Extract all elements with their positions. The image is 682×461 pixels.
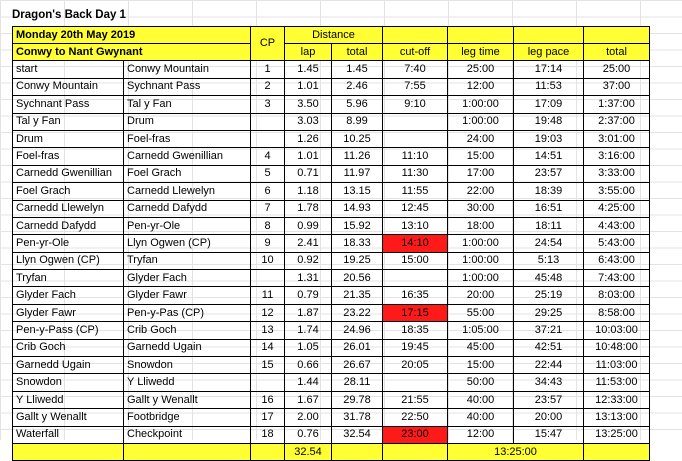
table-row xyxy=(13,183,650,200)
leg-time-cell[interactable]: 20:00 xyxy=(448,287,514,304)
total-time-cell[interactable]: 1:37:00 xyxy=(584,96,650,113)
leg-time-cell[interactable]: 50:00 xyxy=(448,374,514,391)
table-row xyxy=(13,61,650,78)
from-cell[interactable]: Foel Grach xyxy=(13,183,124,200)
table-row xyxy=(13,287,650,304)
total-distance-cell[interactable]: 5.96 xyxy=(332,96,383,113)
from-cell[interactable]: Crib Goch xyxy=(13,339,124,356)
to-cell[interactable]: Llyn Ogwen (CP) xyxy=(124,235,251,252)
cp-cell[interactable]: 6 xyxy=(251,183,285,200)
to-cell[interactable]: Foel-fras xyxy=(124,130,251,147)
from-cell[interactable]: Foel-fras xyxy=(13,148,124,165)
total-distance-cell[interactable]: 24.96 xyxy=(332,322,383,339)
total-distance-cell[interactable]: 20.56 xyxy=(332,270,383,287)
lap-cell[interactable]: 1.67 xyxy=(285,391,332,408)
cp-cell[interactable]: 5 xyxy=(251,165,285,182)
table-row xyxy=(13,391,650,408)
leg-time-cell[interactable]: 1:00:00 xyxy=(448,252,514,269)
from-cell[interactable]: Waterfall xyxy=(13,426,124,443)
cutoff-cell[interactable]: 17:15 xyxy=(383,304,448,321)
total-time-cell[interactable]: 8:03:00 xyxy=(584,287,650,304)
table-row xyxy=(13,217,650,234)
total-distance-cell[interactable]: 21.35 xyxy=(332,287,383,304)
footer-total-time[interactable]: 13:25:00 xyxy=(448,443,584,460)
from-cell[interactable]: Carnedd Gwenillian xyxy=(13,165,124,182)
table-row xyxy=(13,304,650,321)
cutoff-cell[interactable]: 14:10 xyxy=(383,235,448,252)
leg-pace-cell[interactable]: 17:14 xyxy=(514,61,584,78)
total-time-cell[interactable]: 25:00 xyxy=(584,61,650,78)
leg-time-cell[interactable]: 30:00 xyxy=(448,200,514,217)
leg-pace-cell[interactable]: 23:57 xyxy=(514,165,584,182)
cp-cell[interactable]: 10 xyxy=(251,252,285,269)
leg-pace-header[interactable]: leg pace xyxy=(514,44,584,61)
leg-time-header[interactable]: leg time xyxy=(448,44,514,61)
lap-cell[interactable]: 1.31 xyxy=(285,270,332,287)
total-distance-cell[interactable]: 10.25 xyxy=(332,130,383,147)
to-cell[interactable]: Pen-yr-Ole xyxy=(124,217,251,234)
cutoff-cell[interactable]: 16:35 xyxy=(383,287,448,304)
leg-time-cell[interactable]: 12:00 xyxy=(448,426,514,443)
leg-pace-cell[interactable]: 19:03 xyxy=(514,130,584,147)
cp-cell[interactable]: 17 xyxy=(251,409,285,426)
leg-pace-cell[interactable]: 45:48 xyxy=(514,270,584,287)
leg-pace-cell[interactable]: 22:44 xyxy=(514,357,584,374)
leg-time-cell[interactable]: 1:00:00 xyxy=(448,96,514,113)
leg-time-cell[interactable]: 55:00 xyxy=(448,304,514,321)
leg-pace-cell[interactable]: 19:48 xyxy=(514,113,584,130)
footer-blank-cell[interactable] xyxy=(251,443,285,460)
lap-cell[interactable]: 0.71 xyxy=(285,165,332,182)
total-distance-cell[interactable]: 18.33 xyxy=(332,235,383,252)
from-cell[interactable]: Pen-yr-Ole xyxy=(13,235,124,252)
total-time-cell[interactable]: 12:33:00 xyxy=(584,391,650,408)
header-blank-cell[interactable] xyxy=(584,27,650,44)
cp-cell[interactable]: 8 xyxy=(251,217,285,234)
table-row xyxy=(13,357,650,374)
total-time-cell[interactable]: 13:13:00 xyxy=(584,409,650,426)
lap-cell[interactable]: 3.03 xyxy=(285,113,332,130)
cutoff-cell[interactable]: 13:10 xyxy=(383,217,448,234)
cp-cell[interactable]: 15 xyxy=(251,357,285,374)
footer-total-distance[interactable]: 32.54 xyxy=(285,443,332,460)
total-time-header[interactable]: total xyxy=(584,44,650,61)
cutoff-header[interactable]: cut-off xyxy=(383,44,448,61)
total-time-cell[interactable]: 4:43:00 xyxy=(584,217,650,234)
footer-blank-cell[interactable] xyxy=(584,443,650,460)
to-cell[interactable]: Carnedd Gwenillian xyxy=(124,148,251,165)
lap-cell[interactable]: 1.74 xyxy=(285,322,332,339)
to-cell[interactable]: Conwy Mountain xyxy=(124,61,251,78)
to-cell[interactable]: Garnedd Ugain xyxy=(124,339,251,356)
from-cell[interactable]: Gallt y Wenallt xyxy=(13,409,124,426)
from-cell[interactable]: Carnedd Llewelyn xyxy=(13,200,124,217)
to-cell[interactable]: Sychnant Pass xyxy=(124,78,251,95)
to-cell[interactable]: Carnedd Llewelyn xyxy=(124,183,251,200)
leg-time-cell[interactable]: 1:00:00 xyxy=(448,235,514,252)
total-time-cell[interactable]: 13:25:00 xyxy=(584,426,650,443)
leg-pace-cell[interactable]: 34:43 xyxy=(514,374,584,391)
cutoff-cell[interactable]: 21:55 xyxy=(383,391,448,408)
lap-cell[interactable]: 0.66 xyxy=(285,357,332,374)
total-time-cell[interactable]: 5:43:00 xyxy=(584,235,650,252)
total-time-cell[interactable]: 2:37:00 xyxy=(584,113,650,130)
to-cell[interactable]: Checkpoint xyxy=(124,426,251,443)
total-distance-cell[interactable]: 13.15 xyxy=(332,183,383,200)
leg-pace-cell[interactable]: 15:47 xyxy=(514,426,584,443)
cutoff-cell[interactable]: 11:30 xyxy=(383,165,448,182)
from-cell[interactable]: Glyder Fawr xyxy=(13,304,124,321)
to-cell[interactable]: Tryfan xyxy=(124,252,251,269)
to-cell[interactable]: Pen-y-Pas (CP) xyxy=(124,304,251,321)
cp-cell[interactable]: 7 xyxy=(251,200,285,217)
table-row xyxy=(13,322,650,339)
total-distance-cell[interactable]: 2.46 xyxy=(332,78,383,95)
header-blank-cell[interactable] xyxy=(383,27,448,44)
table-row xyxy=(13,339,650,356)
footer-blank-cell[interactable] xyxy=(332,443,383,460)
total-distance-cell[interactable]: 31.78 xyxy=(332,409,383,426)
table-row xyxy=(13,252,650,269)
footer-blank-cell[interactable] xyxy=(383,443,448,460)
lap-cell[interactable]: 1.44 xyxy=(285,374,332,391)
to-cell[interactable]: Y Lliwedd xyxy=(124,374,251,391)
total-time-cell[interactable]: 3:01:00 xyxy=(584,130,650,147)
lap-cell[interactable]: 0.99 xyxy=(285,217,332,234)
cutoff-cell[interactable]: 23:00 xyxy=(383,426,448,443)
leg-time-cell[interactable]: 24:00 xyxy=(448,130,514,147)
lap-cell[interactable]: 1.26 xyxy=(285,130,332,147)
cp-cell[interactable]: 13 xyxy=(251,322,285,339)
from-cell[interactable]: Drum xyxy=(13,130,124,147)
cutoff-cell[interactable]: 7:40 xyxy=(383,61,448,78)
cp-cell[interactable]: 16 xyxy=(251,391,285,408)
to-cell[interactable]: Gallt y Wenallt xyxy=(124,391,251,408)
cutoff-cell[interactable] xyxy=(383,374,448,391)
leg-time-cell[interactable]: 18:00 xyxy=(448,217,514,234)
total-time-cell[interactable]: 7:43:00 xyxy=(584,270,650,287)
cp-cell[interactable]: 2 xyxy=(251,78,285,95)
total-time-cell[interactable]: 3:55:00 xyxy=(584,183,650,200)
cutoff-cell[interactable]: 9:10 xyxy=(383,96,448,113)
cp-cell[interactable]: 14 xyxy=(251,339,285,356)
to-cell[interactable]: Carnedd Dafydd xyxy=(124,200,251,217)
total-distance-cell[interactable]: 32.54 xyxy=(332,426,383,443)
total-time-cell[interactable]: 11:03:00 xyxy=(584,357,650,374)
cutoff-cell[interactable]: 15:00 xyxy=(383,252,448,269)
total-distance-cell[interactable]: 11.97 xyxy=(332,165,383,182)
table-row xyxy=(13,130,650,147)
route-cell[interactable]: Conwy to Nant Gwynant xyxy=(13,44,251,61)
lap-cell[interactable]: 0.92 xyxy=(285,252,332,269)
leg-time-cell[interactable]: 40:00 xyxy=(448,409,514,426)
total-time-cell[interactable]: 37:00 xyxy=(584,78,650,95)
cutoff-cell[interactable]: 18:35 xyxy=(383,322,448,339)
footer-row xyxy=(13,443,650,460)
to-cell[interactable]: Drum xyxy=(124,113,251,130)
leg-pace-cell[interactable]: 25:19 xyxy=(514,287,584,304)
leg-pace-cell[interactable]: 24:54 xyxy=(514,235,584,252)
leg-pace-cell[interactable]: 14:51 xyxy=(514,148,584,165)
leg-pace-cell[interactable]: 11:53 xyxy=(514,78,584,95)
leg-time-cell[interactable]: 25:00 xyxy=(448,61,514,78)
footer-blank-cell[interactable] xyxy=(124,443,251,460)
total-time-cell[interactable]: 3:33:00 xyxy=(584,165,650,182)
leg-pace-cell[interactable]: 37:21 xyxy=(514,322,584,339)
distance-header[interactable]: Distance xyxy=(285,27,383,44)
total-distance-cell[interactable]: 1.45 xyxy=(332,61,383,78)
leg-time-cell[interactable]: 15:00 xyxy=(448,148,514,165)
total-time-cell[interactable]: 10:03:00 xyxy=(584,322,650,339)
to-cell[interactable]: Glyder Fawr xyxy=(124,287,251,304)
leg-pace-cell[interactable]: 18:39 xyxy=(514,183,584,200)
from-cell[interactable]: Y Lliwedd xyxy=(13,391,124,408)
leg-pace-cell[interactable]: 20:00 xyxy=(514,409,584,426)
total-distance-cell[interactable]: 26.01 xyxy=(332,339,383,356)
cp-cell[interactable]: 4 xyxy=(251,148,285,165)
lap-cell[interactable]: 2.41 xyxy=(285,235,332,252)
lap-cell[interactable]: 1.01 xyxy=(285,78,332,95)
to-cell[interactable]: Footbridge xyxy=(124,409,251,426)
total-header[interactable]: total xyxy=(332,44,383,61)
leg-time-cell[interactable]: 1:05:00 xyxy=(448,322,514,339)
lap-cell[interactable]: 1.78 xyxy=(285,200,332,217)
leg-pace-cell[interactable]: 29:25 xyxy=(514,304,584,321)
total-distance-cell[interactable]: 8.99 xyxy=(332,113,383,130)
lap-cell[interactable]: 1.01 xyxy=(285,148,332,165)
total-distance-cell[interactable]: 19.25 xyxy=(332,252,383,269)
leg-time-cell[interactable]: 1:00:00 xyxy=(448,270,514,287)
to-cell[interactable]: Glyder Fach xyxy=(124,270,251,287)
cutoff-cell[interactable]: 22:50 xyxy=(383,409,448,426)
total-time-cell[interactable]: 10:48:00 xyxy=(584,339,650,356)
total-distance-cell[interactable]: 28.11 xyxy=(332,374,383,391)
leg-pace-cell[interactable]: 42:51 xyxy=(514,339,584,356)
total-distance-cell[interactable]: 14.93 xyxy=(332,200,383,217)
from-cell[interactable]: Carnedd Dafydd xyxy=(13,217,124,234)
cp-cell[interactable]: 9 xyxy=(251,235,285,252)
to-cell[interactable]: Tal y Fan xyxy=(124,96,251,113)
table-row xyxy=(13,165,650,182)
leg-time-cell[interactable]: 17:00 xyxy=(448,165,514,182)
from-cell[interactable]: Sychnant Pass xyxy=(13,96,124,113)
cp-cell[interactable]: 12 xyxy=(251,304,285,321)
schedule-table xyxy=(12,26,650,461)
footer-blank-cell[interactable] xyxy=(13,443,124,460)
total-distance-cell[interactable]: 15.92 xyxy=(332,217,383,234)
cutoff-cell[interactable]: 19:45 xyxy=(383,339,448,356)
total-time-cell[interactable]: 3:16:00 xyxy=(584,148,650,165)
leg-pace-cell[interactable]: 16:51 xyxy=(514,200,584,217)
table-row xyxy=(13,78,650,95)
leg-pace-cell[interactable]: 18:11 xyxy=(514,217,584,234)
total-time-cell[interactable]: 11:53:00 xyxy=(584,374,650,391)
cp-cell[interactable]: 1 xyxy=(251,61,285,78)
from-cell[interactable]: start xyxy=(13,61,124,78)
from-cell[interactable]: Pen-y-Pass (CP) xyxy=(13,322,124,339)
from-cell[interactable]: Snowdon xyxy=(13,374,124,391)
lap-cell[interactable]: 2.00 xyxy=(285,409,332,426)
to-cell[interactable]: Snowdon xyxy=(124,357,251,374)
cutoff-cell[interactable] xyxy=(383,113,448,130)
leg-pace-cell[interactable]: 5:13 xyxy=(514,252,584,269)
from-cell[interactable]: Conwy Mountain xyxy=(13,78,124,95)
total-time-cell[interactable]: 8:58:00 xyxy=(584,304,650,321)
cutoff-cell[interactable]: 20:05 xyxy=(383,357,448,374)
table-row xyxy=(13,374,650,391)
from-cell[interactable]: Tryfan xyxy=(13,270,124,287)
table-row xyxy=(13,200,650,217)
leg-time-cell[interactable]: 1:00:00 xyxy=(448,113,514,130)
lap-cell[interactable]: 1.87 xyxy=(285,304,332,321)
leg-time-cell[interactable]: 40:00 xyxy=(448,391,514,408)
cp-cell[interactable]: 18 xyxy=(251,426,285,443)
sheet-title[interactable]: Dragon's Back Day 1 xyxy=(12,9,126,21)
from-cell[interactable]: Garnedd Ugain xyxy=(13,357,124,374)
cutoff-cell[interactable]: 7:55 xyxy=(383,78,448,95)
lap-cell[interactable]: 1.18 xyxy=(285,183,332,200)
cp-cell[interactable] xyxy=(251,130,285,147)
leg-pace-cell[interactable]: 17:09 xyxy=(514,96,584,113)
header-blank-cell[interactable] xyxy=(514,27,584,44)
table-row xyxy=(13,270,650,287)
total-distance-cell[interactable]: 11.26 xyxy=(332,148,383,165)
to-cell[interactable]: Crib Goch xyxy=(124,322,251,339)
header-blank-cell[interactable] xyxy=(448,27,514,44)
table-row xyxy=(13,148,650,165)
table-row xyxy=(13,426,650,443)
cp-cell[interactable]: 3 xyxy=(251,96,285,113)
leg-time-cell[interactable]: 12:00 xyxy=(448,78,514,95)
lap-cell[interactable]: 0.79 xyxy=(285,287,332,304)
cp-cell[interactable] xyxy=(251,113,285,130)
total-distance-cell[interactable]: 23.22 xyxy=(332,304,383,321)
from-cell[interactable]: Llyn Ogwen (CP) xyxy=(13,252,124,269)
table-row xyxy=(13,409,650,426)
lap-cell[interactable]: 1.45 xyxy=(285,61,332,78)
leg-time-cell[interactable]: 15:00 xyxy=(448,357,514,374)
leg-pace-cell[interactable]: 23:57 xyxy=(514,391,584,408)
lap-cell[interactable]: 3.50 xyxy=(285,96,332,113)
lap-cell[interactable]: 0.76 xyxy=(285,426,332,443)
cutoff-cell[interactable] xyxy=(383,130,448,147)
cp-header[interactable]: CP xyxy=(251,27,285,61)
cutoff-cell[interactable]: 11:10 xyxy=(383,148,448,165)
total-distance-cell[interactable]: 29.78 xyxy=(332,391,383,408)
cutoff-cell[interactable]: 12:45 xyxy=(383,200,448,217)
total-time-cell[interactable]: 4:25:00 xyxy=(584,200,650,217)
date-cell[interactable]: Monday 20th May 2019 xyxy=(13,27,251,44)
leg-time-cell[interactable]: 22:00 xyxy=(448,183,514,200)
lap-cell[interactable]: 1.05 xyxy=(285,339,332,356)
cp-cell[interactable] xyxy=(251,374,285,391)
cutoff-cell[interactable] xyxy=(383,270,448,287)
cp-cell[interactable]: 11 xyxy=(251,287,285,304)
table-row xyxy=(13,235,650,252)
to-cell[interactable]: Foel Grach xyxy=(124,165,251,182)
table-row xyxy=(13,96,650,113)
cutoff-cell[interactable]: 11:55 xyxy=(383,183,448,200)
leg-time-cell[interactable]: 45:00 xyxy=(448,339,514,356)
total-time-cell[interactable]: 6:43:00 xyxy=(584,252,650,269)
table-row xyxy=(13,113,650,130)
cp-cell[interactable] xyxy=(251,270,285,287)
from-cell[interactable]: Tal y Fan xyxy=(13,113,124,130)
from-cell[interactable]: Glyder Fach xyxy=(13,287,124,304)
lap-header[interactable]: lap xyxy=(285,44,332,61)
total-distance-cell[interactable]: 26.67 xyxy=(332,357,383,374)
